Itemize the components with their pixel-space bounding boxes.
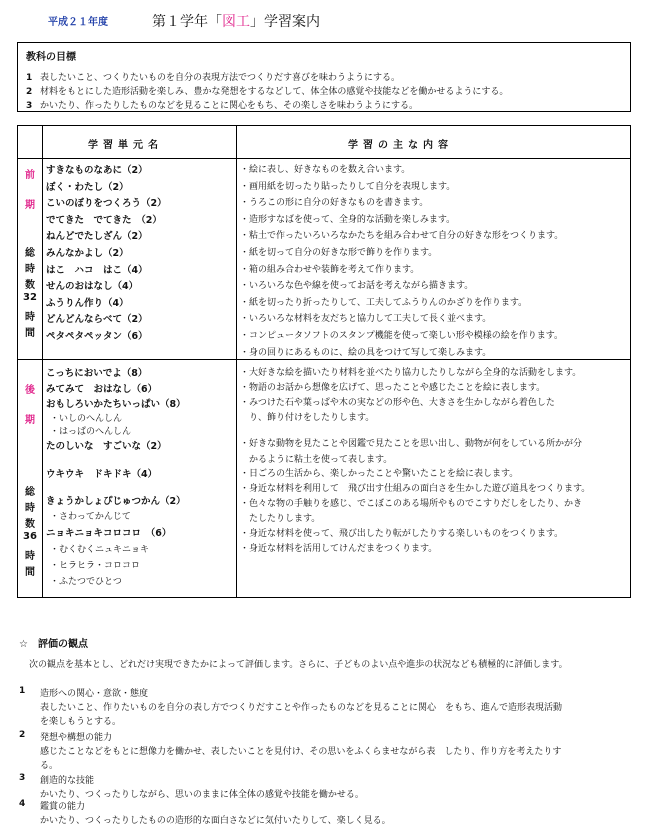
term-label-char: 期: [25, 415, 35, 426]
content-line: ・うろこの形に自分の好きなものを書きます。: [240, 198, 429, 209]
sub-unit-name: ・むくむくニュキニョキ: [50, 545, 150, 555]
sub-unit-name: ・いしのへんしん: [50, 414, 123, 424]
criterion-title: 発想や構想の能力: [40, 733, 113, 743]
criterion-number: 1: [19, 686, 26, 696]
goal-text: かいたり、作ったりしたものなどを見ることに関心をもち、その楽しさを味わうようにする。: [40, 101, 419, 111]
term-hours-char: 36: [23, 531, 37, 542]
content-line: ・みつけた石や葉っぱや木の実などの形や色、大きさを生かしながら着色した: [240, 398, 555, 408]
unit-name: こっちにおいでよ（8）: [46, 368, 148, 379]
column-divider: [42, 126, 43, 597]
content-line: ・日ごろの生活から、楽しかったことや驚いたことを絵に表します。: [240, 469, 519, 479]
goal-item: [26, 98, 418, 111]
criterion-description: を楽しもうとする。: [40, 717, 122, 727]
column-header-content: 学習の主な内容: [348, 140, 453, 151]
unit-name: おもしろいかたちいっぱい（8）: [46, 399, 186, 410]
term-hours-char: 総: [25, 248, 35, 259]
unit-name: きょうかしょぴじゅつかん（2）: [46, 496, 186, 507]
school-year: 平成２１年度: [48, 17, 108, 28]
header-divider: [18, 158, 630, 159]
criterion-description: 感じたことなどをもとに想像力を働かせ、表したいことを見付け、その思いをふくらませながら表 したり、作り方を考えたりす: [40, 747, 562, 757]
unit-name: はこ ハコ はこ（4）: [46, 264, 148, 276]
term-hours-char: 総: [25, 487, 35, 498]
content-line: かるように粘土を使って表します。: [240, 455, 393, 465]
unit-name: せんのおはなし（4）: [46, 281, 139, 293]
content-line: ・紙を切って自分の好きな形で飾りを作ります。: [240, 248, 438, 258]
content-line: ・コンピュータソフトのスタンプ機能を使って楽しい形や模様の絵を作ります。: [240, 331, 564, 341]
sub-unit-name: ・さわってかんじて: [50, 512, 131, 522]
term-hours-char: 32: [23, 292, 37, 303]
criterion-number: 4: [19, 799, 26, 809]
term-hours-char: 時: [25, 551, 35, 562]
goal-number: 2: [26, 87, 33, 97]
criterion-title: 創造的な技能: [40, 776, 95, 786]
content-line: ・身近な材料を活用してけんだまをつくります。: [240, 544, 438, 554]
unit-name: みんなかよし（2）: [46, 248, 129, 259]
criterion-title: 鑑賞の能力: [40, 802, 86, 812]
content-line: ・色々な物の手触りを感じ、でこぼこのある場所やものでこすりだしをしたり、かき: [240, 499, 583, 509]
content-line: ・物語のお話から想像を広げて、思ったことや感じたことを絵に表します。: [240, 383, 546, 393]
goal-number: 1: [26, 73, 33, 83]
unit-name: たのしいな すごいな（2）: [46, 441, 167, 452]
sub-unit-name: ・ふたつでひとつ: [50, 577, 122, 587]
content-line: ・箱の組み合わせや装飾を考えて作ります。: [240, 264, 420, 275]
title-suffix: 」学習案内: [250, 14, 320, 30]
column-divider: [236, 126, 237, 597]
content-line: たしたりします。: [240, 514, 321, 524]
criterion-title: 造形への関心・意欲・態度: [40, 689, 149, 699]
content-line: ・造形すなばを使って、全身的な活動を楽しみます。: [240, 214, 456, 225]
criterion-description: る。: [40, 761, 59, 771]
evaluation-intro: 次の観点を基本とし、どれだけ実現できたかによって評価します。さらに、子どものよい点や進歩の状況なども積極的に評価します。: [29, 660, 568, 670]
unit-name: ペタペタペッタン（6）: [46, 331, 148, 342]
content-line: ・画用紙を切ったり貼ったりして自分を表現します。: [240, 181, 456, 192]
unit-name: ぼく・わたし（2）: [46, 181, 129, 193]
unit-name: ねんどでたしざん（2）: [46, 231, 148, 243]
unit-name: みてみて おはなし（6）: [46, 384, 158, 395]
term-hours-char: 時: [25, 264, 35, 275]
content-line: ・身近な材料を利用して 飛び出す仕組みの面白さを生かした遊び道具をつくります。: [240, 484, 591, 494]
content-line: ・大好きな絵を描いたり材料を並べたり協力したりしながら全身的な活動をします。: [240, 368, 582, 378]
learning-units-table: [17, 125, 631, 598]
term-hours-char: 間: [25, 567, 35, 578]
term-hours-char: 時: [25, 503, 35, 514]
goal-text: 表したいこと、つくりたいものを自分の表現方法でつくりだす喜びを味わうようにする。: [40, 73, 401, 83]
criterion-description: 表したいこと、作りたいものを自分の表し方でつくりだすことや作ったものなどを見ることに関心 をもち、進んで造形表現活動: [40, 703, 563, 713]
term-label-char: 後: [25, 385, 35, 396]
content-line: ・絵に表し、好きなものを数え合います。: [240, 165, 411, 175]
criterion-description: かいたり、つくったりしたものの造形的な面白さなどに気付いたりして、楽しく見る。: [40, 816, 391, 826]
content-line: ・いろいろな材料を友だちと協力して工夫して長く並べます。: [240, 314, 492, 325]
content-line: ・好きな動物を見たことや図鑑で見たことを思い出し、動物が何をしている所かが分: [240, 439, 583, 449]
term-hours-char: 間: [25, 328, 35, 339]
unit-name: ニョキニョキコロコロ （6）: [46, 528, 172, 539]
unit-name: でてきた でてきた （2）: [46, 214, 162, 226]
unit-name: こいのぼりをつくろう（2）: [46, 198, 167, 210]
content-line: ・紙を切ったり折ったりして、工夫してふうりんのかざりを作ります。: [240, 297, 528, 308]
goals-heading: 教科の目標: [26, 52, 76, 63]
term-label-char: 前: [25, 170, 35, 181]
content-line: り、飾り付けをしたりします。: [240, 413, 375, 423]
term-hours-char: 数: [25, 280, 35, 291]
goal-item: [26, 84, 508, 97]
subject-goals-box: [17, 42, 631, 112]
term-hours-char: 数: [25, 519, 35, 530]
unit-name: ふうりん作り（4）: [46, 297, 129, 309]
sub-unit-name: ・ヒラヒラ・コロコロ: [50, 561, 141, 571]
content-line: ・粘土で作ったいろいろなかたちを組み合わせて自分の好きな形をつくります。: [240, 231, 564, 242]
content-line: ・身近な材料を使って、飛び出したり転がしたりする楽しいものをつくります。: [240, 529, 564, 539]
content-line: ・いろいろな色や線を使ってお話を考えながら描きます。: [240, 281, 474, 292]
title-prefix: 第１学年「: [152, 14, 222, 30]
goal-item: [26, 70, 400, 83]
page-title: [152, 11, 320, 31]
unit-name: すきなものなあに（2）: [46, 165, 148, 176]
criterion-number: 2: [19, 730, 26, 740]
title-subject: 図工: [222, 14, 250, 30]
unit-name: どんどんならべて（2）: [46, 314, 148, 326]
content-line: ・身の回りにあるものに、絵の具をつけて写して楽しみます。: [240, 347, 492, 358]
criterion-number: 3: [19, 773, 26, 783]
criterion-description: かいたり、つくったりしながら、思いのままに体全体の感覚や技能を働かせる。: [40, 790, 364, 800]
term-hours-char: 時: [25, 312, 35, 323]
unit-name: ウキウキ ドキドキ（4）: [46, 469, 158, 480]
column-header-unit: 学習単元名: [88, 140, 163, 151]
term-label-char: 期: [25, 200, 35, 211]
goal-text: 材料をもとにした造形活動を楽しみ、豊かな発想をするなどして、体全体の感覚や技能などを働かせるようにする。: [40, 87, 509, 97]
term-divider: [18, 359, 630, 360]
goal-number: 3: [26, 101, 33, 111]
evaluation-heading: ☆ 評価の観点: [19, 639, 88, 650]
sub-unit-name: ・はっぱのへんしん: [50, 427, 132, 437]
